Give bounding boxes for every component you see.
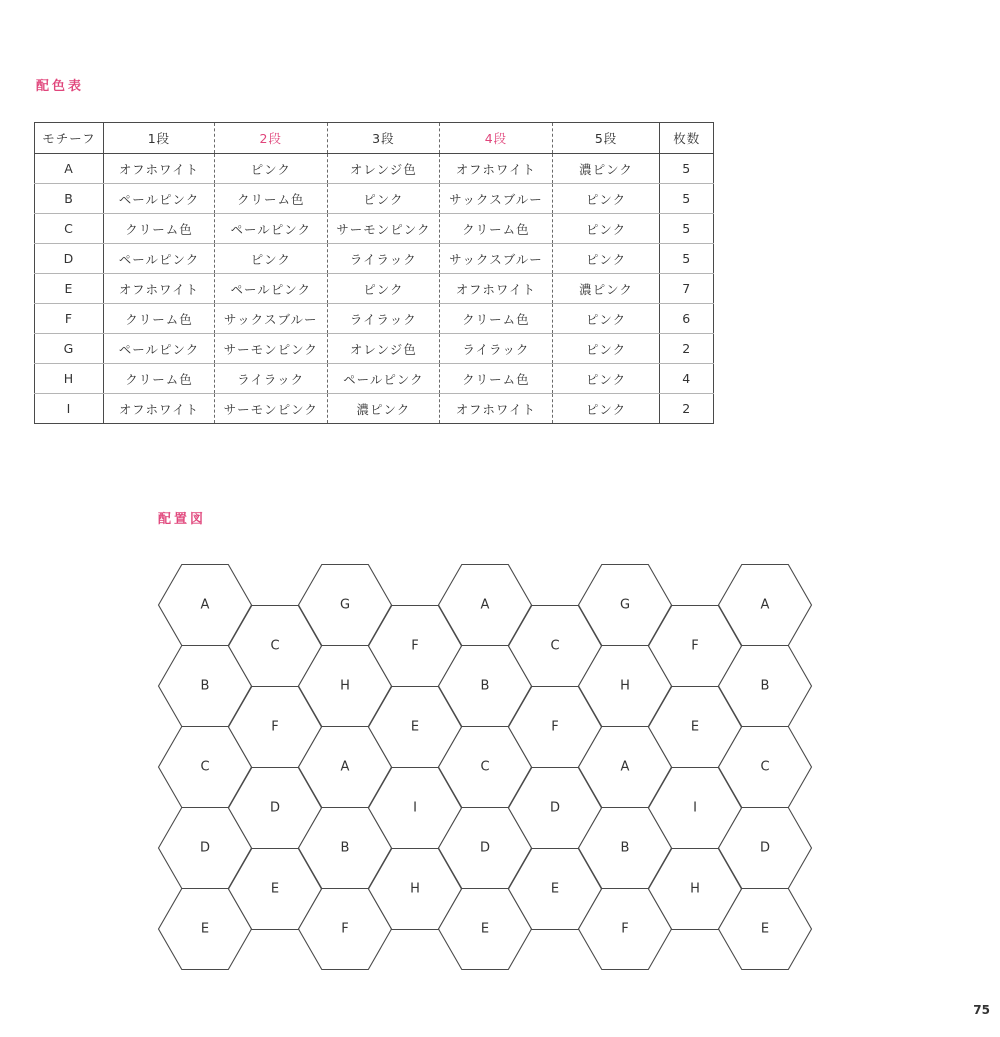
count-cell: 5 [660, 154, 714, 184]
hex-label: I [413, 800, 417, 816]
hex-label: B [200, 678, 210, 694]
color-cell: ペールピンク [103, 244, 214, 274]
color-cell: サーモンピンク [214, 334, 327, 364]
count-cell: 2 [660, 394, 714, 424]
color-cell: クリーム色 [440, 214, 553, 244]
count-cell: 5 [660, 214, 714, 244]
color-cell: 濃ピンク [327, 394, 440, 424]
motif-cell: D [35, 244, 104, 274]
color-cell: オフホワイト [440, 394, 553, 424]
color-cell: ピンク [214, 154, 327, 184]
hex-label: E [410, 719, 420, 735]
color-cell: 濃ピンク [552, 154, 660, 184]
color-cell: ピンク [552, 304, 660, 334]
hex-label: C [760, 759, 770, 775]
hex-label: E [200, 921, 210, 937]
motif-cell: E [35, 274, 104, 304]
hex-label: D [549, 800, 561, 816]
color-cell: サーモンピンク [327, 214, 440, 244]
hex-label: B [340, 840, 350, 856]
header-cell: 2段 [214, 123, 327, 154]
count-cell: 2 [660, 334, 714, 364]
hex-label: A [480, 597, 490, 613]
color-cell: サックスブルー [440, 244, 553, 274]
color-cell: オフホワイト [103, 154, 214, 184]
hex-label: I [693, 800, 697, 816]
motif-cell: F [35, 304, 104, 334]
motif-cell: H [35, 364, 104, 394]
color-cell: クリーム色 [103, 364, 214, 394]
color-cell: ペールピンク [214, 214, 327, 244]
hex-label: H [620, 678, 630, 694]
header-cell: 1段 [103, 123, 214, 154]
color-cell: ピンク [327, 274, 440, 304]
color-cell: ピンク [552, 214, 660, 244]
header-cell: 4段 [440, 123, 553, 154]
hex-label: E [480, 921, 490, 937]
color-cell: オフホワイト [440, 154, 553, 184]
color-cell: クリーム色 [103, 304, 214, 334]
count-cell: 5 [660, 184, 714, 214]
layout-diagram-title: 配置図 [158, 512, 207, 527]
motif-cell: B [35, 184, 104, 214]
color-cell: クリーム色 [440, 364, 553, 394]
hex-label: C [550, 638, 560, 654]
color-cell: オフホワイト [103, 274, 214, 304]
header-cell: モチーフ [35, 123, 104, 154]
hex-label: C [480, 759, 490, 775]
hex-label: D [269, 800, 281, 816]
color-cell: オレンジ色 [327, 154, 440, 184]
hex-label: B [620, 840, 630, 856]
color-cell: クリーム色 [440, 304, 553, 334]
hex-label: C [270, 638, 280, 654]
hex-label: F [411, 638, 419, 654]
header-cell: 3段 [327, 123, 440, 154]
hex-label: A [200, 597, 210, 613]
color-cell: オフホワイト [118, 401, 200, 417]
header-cell: 枚数 [660, 123, 714, 154]
color-table-title: 配色表 [36, 79, 85, 94]
hex-label: D [479, 840, 491, 856]
page-number: 75 [973, 1003, 990, 1017]
hex-label: F [551, 719, 559, 735]
hex-label: B [480, 678, 490, 694]
color-cell: ライラック [327, 304, 440, 334]
color-cell: サックスブルー [214, 304, 327, 334]
color-cell: ライラック [214, 364, 327, 394]
color-cell: ピンク [327, 184, 440, 214]
color-cell: ピンク [552, 394, 660, 424]
color-cell: クリーム色 [103, 214, 214, 244]
color-cell: ペールピンク [103, 184, 214, 214]
color-cell: ペールピンク [103, 334, 214, 364]
hex-label: E [690, 719, 700, 735]
color-cell: クリーム色 [214, 184, 327, 214]
color-cell: オフホワイト [440, 274, 553, 304]
color-cell: ピンク [552, 334, 660, 364]
hex-label: C [200, 759, 210, 775]
color-cell: サーモンピンク [214, 394, 327, 424]
hex-label: F [691, 638, 699, 654]
hex-label: D [199, 840, 211, 856]
hex-label: E [550, 881, 560, 897]
hex-label: F [621, 921, 629, 937]
count-cell: 4 [660, 364, 714, 394]
color-cell: ピンク [552, 244, 660, 274]
header-cell: 5段 [552, 123, 660, 154]
hex-label: G [339, 597, 351, 613]
color-cell: ピンク [214, 244, 327, 274]
motif-cell: A [35, 154, 104, 184]
hex-label: E [270, 881, 280, 897]
color-cell: ペールピンク [214, 274, 327, 304]
count-cell: 5 [660, 244, 714, 274]
hex-label: G [619, 597, 631, 613]
count-cell: 7 [660, 274, 714, 304]
hex-label: F [341, 921, 349, 937]
hex-label: E [760, 921, 770, 937]
motif-cell: G [35, 334, 104, 364]
hex-label: H [340, 678, 350, 694]
hex-label: F [271, 719, 279, 735]
color-cell: ライラック [327, 244, 440, 274]
motif-cell: C [35, 214, 104, 244]
hex-label: H [690, 881, 700, 897]
hex-label: B [760, 678, 770, 694]
color-cell: オレンジ色 [327, 334, 440, 364]
color-cell: サックスブルー [440, 184, 553, 214]
color-cell: ライラック [440, 334, 553, 364]
hex-label: A [760, 597, 770, 613]
color-cell: ピンク [552, 184, 660, 214]
count-cell: 6 [660, 304, 714, 334]
hex-label: D [759, 840, 771, 856]
hex-label: H [410, 881, 420, 897]
hex-label: A [340, 759, 350, 775]
motif-cell: I [35, 394, 104, 424]
hex-label: A [620, 759, 630, 775]
color-cell: 濃ピンク [552, 274, 660, 304]
color-cell: ピンク [552, 364, 660, 394]
color-cell: ペールピンク [327, 364, 440, 394]
